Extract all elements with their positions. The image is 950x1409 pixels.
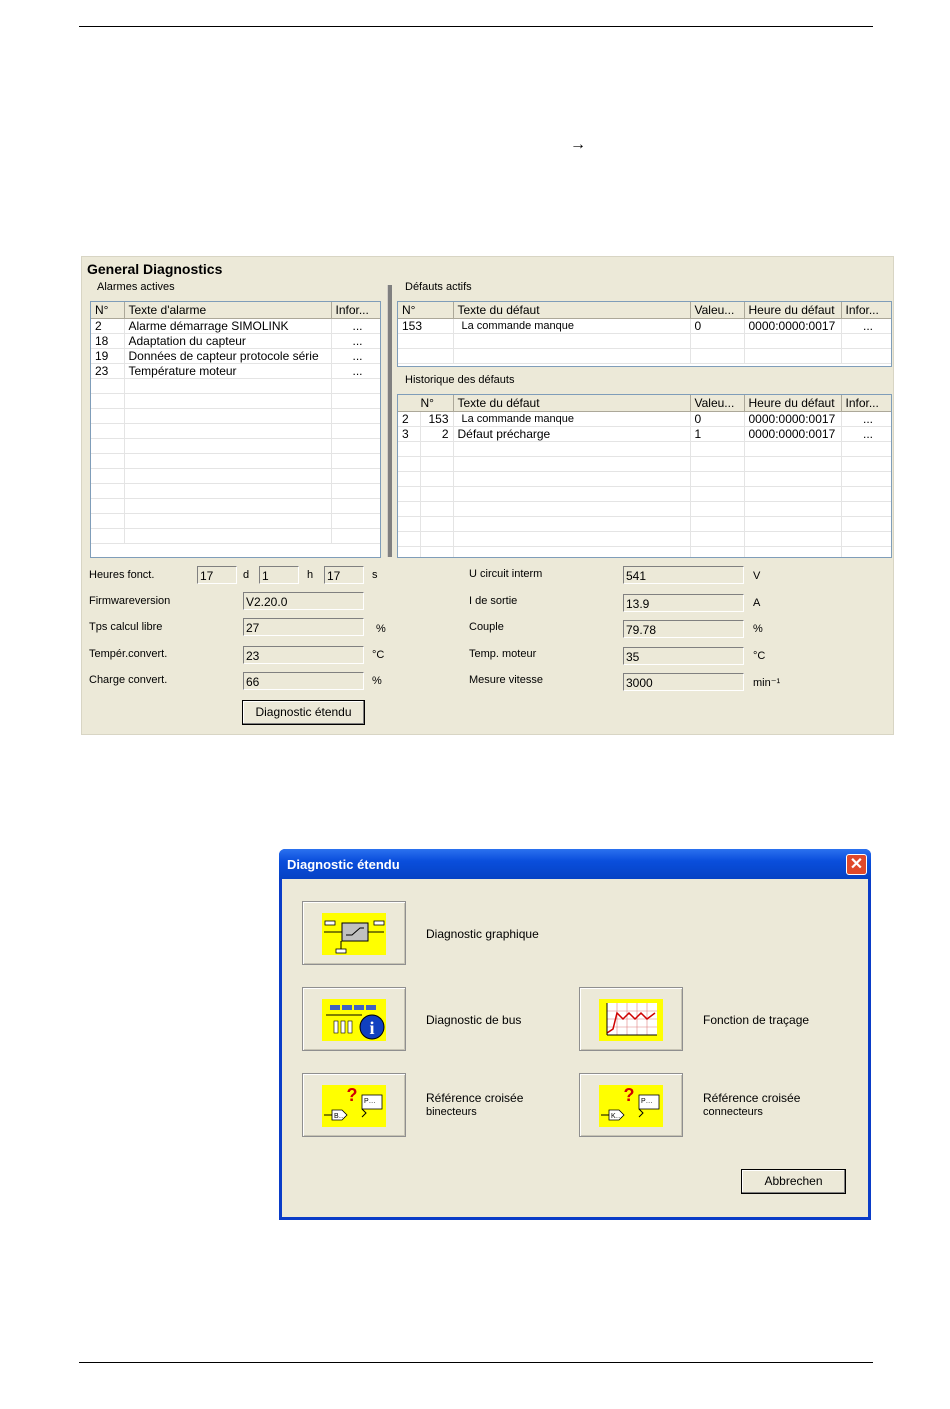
bottom-rule [79, 1362, 873, 1363]
ucirc-label: U circuit interm [469, 568, 543, 580]
fault-history-grid[interactable] [397, 394, 892, 558]
cross-ref-connectors-line2: connecteurs [703, 1106, 763, 1118]
empty-row [398, 547, 891, 559]
col-time[interactable]: Heure du défaut [744, 302, 841, 319]
cell-info: ... [331, 334, 380, 349]
col-n[interactable]: N° [398, 302, 453, 319]
empty-row [91, 514, 380, 529]
empty-row [91, 529, 380, 544]
bus-diagnostic-button[interactable] [302, 987, 406, 1051]
faults-active-group-label: Défauts actifs [405, 281, 472, 293]
empty-row [91, 439, 380, 454]
diagnostic-etendu-dialog [279, 849, 871, 1220]
svg-text:P…: P… [641, 1098, 653, 1105]
cell-value: 0 [690, 319, 744, 334]
heures-d-field[interactable]: 17 [197, 566, 237, 584]
dialog-title: Diagnostic étendu [287, 857, 400, 872]
svg-text:?: ? [623, 1085, 635, 1105]
cell-text: La commande manque [453, 412, 690, 427]
table-row[interactable] [91, 319, 380, 334]
cell-n: 2 [91, 319, 124, 334]
col-info[interactable]: Infor... [841, 302, 891, 319]
cell-info: ... [331, 364, 380, 379]
cell-text: Données de capteur protocole série [124, 349, 331, 364]
col-text[interactable]: Texte d'alarme [124, 302, 331, 319]
tps-label: Tps calcul libre [89, 621, 163, 633]
cross-ref-binector-icon [322, 1085, 386, 1127]
empty-row [398, 487, 891, 502]
col-value[interactable]: Valeu... [690, 302, 744, 319]
empty-row [91, 469, 380, 484]
tempmot-unit: °C [753, 650, 766, 662]
diagnostic-etendu-button[interactable]: Diagnostic étendu [242, 700, 365, 725]
cross-ref-connectors-line1: Référence croisée [703, 1091, 801, 1105]
alarms-grid[interactable] [90, 301, 381, 558]
panel-title: General Diagnostics [87, 261, 223, 277]
trace-function-label: Fonction de traçage [703, 1013, 810, 1027]
temp-conv-field[interactable]: 23 [243, 646, 364, 664]
graphic-diagnostic-label: Diagnostic graphique [426, 927, 539, 941]
charge-label: Charge convert. [89, 674, 168, 686]
cross-ref-connectors-button[interactable] [579, 1073, 683, 1137]
cell-info: ... [841, 412, 891, 427]
cell-n: 153 [420, 412, 453, 427]
temp-conv-unit: °C [372, 649, 385, 661]
heures-label: Heures fonct. [89, 569, 155, 581]
empty-row [398, 334, 891, 349]
table-row[interactable] [398, 427, 891, 442]
panel-splitter[interactable] [387, 285, 392, 557]
cell-text: Adaptation du capteur [124, 334, 331, 349]
col-n[interactable]: N° [91, 302, 124, 319]
svg-text:i: i [369, 1018, 375, 1038]
cell-info: ... [331, 319, 380, 334]
cell-text: Défaut précharge [453, 427, 690, 442]
heures-d-unit: d [243, 569, 250, 581]
empty-row [91, 394, 380, 409]
table-row[interactable] [398, 319, 891, 334]
cell-n: 2 [420, 427, 453, 442]
general-diagnostics-panel [81, 256, 894, 735]
trace-chart-icon [599, 999, 663, 1041]
col-info[interactable]: Infor... [331, 302, 380, 319]
graphic-diagnostic-button[interactable] [302, 901, 406, 965]
cell-text: Alarme démarrage SIMOLINK [124, 319, 331, 334]
heures-h-unit: h [307, 569, 314, 581]
faults-active-grid[interactable] [397, 301, 892, 367]
heures-h-field[interactable]: 1 [259, 566, 299, 584]
fault-history-group-label: Historique des défauts [405, 374, 515, 386]
alarms-group-label: Alarmes actives [97, 281, 175, 293]
arrow-glyph: → [570, 136, 586, 153]
empty-row [91, 379, 380, 394]
cell-info: ... [331, 349, 380, 364]
cross-ref-connector-icon [599, 1085, 663, 1127]
cell-n: 19 [91, 349, 124, 364]
empty-row [398, 517, 891, 532]
empty-row [398, 472, 891, 487]
cell-time: 0000:0000:0017 [744, 412, 841, 427]
history-header-row [398, 395, 891, 412]
vitesse-field[interactable]: 3000 [623, 673, 744, 691]
firmware-field[interactable]: V2.20.0 [243, 592, 364, 610]
cross-ref-binectors-label [426, 1091, 523, 1119]
empty-row [91, 409, 380, 424]
empty-row [398, 349, 891, 364]
isortie-label: I de sortie [469, 595, 518, 607]
couple-label: Couple [469, 621, 504, 633]
couple-unit: % [753, 623, 763, 635]
tempmot-field[interactable]: 35 [623, 647, 744, 665]
cell-n: 153 [398, 319, 453, 334]
ucirc-field[interactable]: 541 [623, 566, 744, 584]
heures-s-unit: s [372, 569, 378, 581]
heures-s-field[interactable]: 17 [324, 566, 364, 584]
charge-unit: % [372, 675, 382, 687]
cell-n: 23 [91, 364, 124, 379]
cell-info: ... [841, 427, 891, 442]
top-rule [79, 26, 873, 27]
cell-text: La commande manque [453, 319, 690, 334]
cell-n: 18 [91, 334, 124, 349]
cell-time: 0000:0000:0017 [744, 319, 841, 334]
col-text[interactable]: Texte du défaut [453, 395, 690, 412]
bus-info-icon [322, 999, 386, 1041]
empty-row [398, 532, 891, 547]
empty-row [398, 442, 891, 457]
trace-function-button[interactable] [579, 987, 683, 1051]
cell-text: Température moteur [124, 364, 331, 379]
cell-time: 0000:0000:0017 [744, 427, 841, 442]
col-text[interactable]: Texte du défaut [453, 302, 690, 319]
dialog-body [282, 879, 868, 1217]
empty-row [91, 484, 380, 499]
col-value[interactable]: Valeu... [690, 395, 744, 412]
cross-ref-binectors-line1: Référence croisée [426, 1091, 524, 1105]
close-icon[interactable]: ✕ [846, 854, 867, 875]
cell-value: 1 [690, 427, 744, 442]
cell-idx: 3 [398, 427, 420, 442]
col-time[interactable]: Heure du défaut [744, 395, 841, 412]
col-n[interactable]: N° [398, 395, 453, 412]
table-row[interactable] [91, 349, 380, 364]
table-row[interactable] [91, 364, 380, 379]
empty-row [91, 499, 380, 514]
table-row[interactable] [91, 334, 380, 349]
graphic-diagnostic-icon [322, 913, 386, 955]
ucirc-unit: V [753, 570, 761, 582]
empty-row [398, 457, 891, 472]
tps-unit: % [376, 623, 386, 635]
cell-info: ... [841, 319, 891, 334]
temp-conv-label: Tempér.convert. [89, 648, 168, 660]
tempmot-label: Temp. moteur [469, 648, 537, 660]
table-row[interactable] [398, 412, 891, 427]
vitesse-label: Mesure vitesse [469, 674, 543, 686]
empty-row [91, 424, 380, 439]
firmware-label: Firmwareversion [89, 595, 171, 607]
faults-header-row [398, 302, 891, 319]
svg-text:B…: B… [334, 1113, 346, 1120]
isortie-field[interactable]: 13.9 [623, 594, 744, 612]
cancel-button[interactable]: Abbrechen [741, 1169, 846, 1194]
vitesse-unit: min⁻¹ [753, 677, 781, 689]
dialog-titlebar[interactable] [279, 849, 871, 879]
tps-field[interactable]: 27 [243, 618, 364, 636]
cross-ref-binectors-button[interactable] [302, 1073, 406, 1137]
empty-row [398, 502, 891, 517]
cross-ref-binectors-line2: binecteurs [426, 1106, 477, 1118]
charge-field[interactable]: 66 [243, 672, 364, 690]
svg-text:P…: P… [364, 1098, 376, 1105]
cell-value: 0 [690, 412, 744, 427]
cross-ref-connectors-label [703, 1091, 800, 1119]
couple-field[interactable]: 79.78 [623, 620, 744, 638]
empty-row [91, 454, 380, 469]
cell-idx: 2 [398, 412, 420, 427]
isortie-unit: A [753, 597, 761, 609]
alarms-header-row [91, 302, 380, 319]
bus-diagnostic-label: Diagnostic de bus [426, 1013, 522, 1027]
col-info[interactable]: Infor... [841, 395, 891, 412]
svg-text:K…: K… [611, 1113, 623, 1120]
svg-text:?: ? [346, 1085, 358, 1105]
